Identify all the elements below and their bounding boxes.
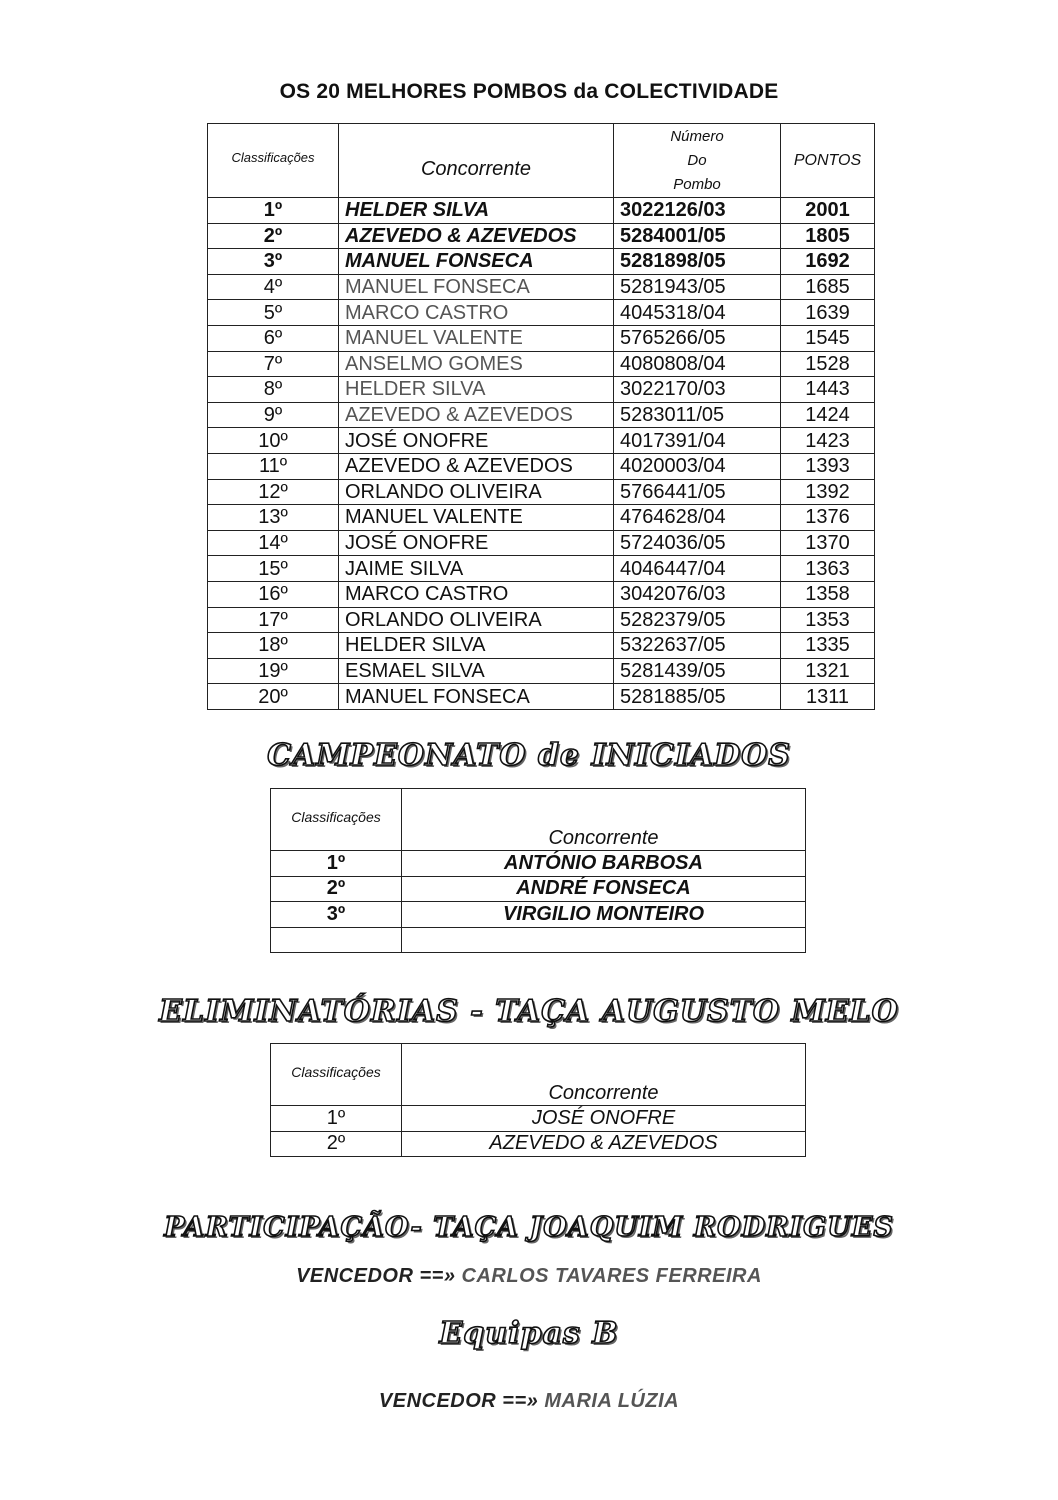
name-cell: HELDER SILVA bbox=[339, 198, 614, 224]
name-cell: MANUEL VALENTE bbox=[339, 325, 614, 351]
name-cell: JOSÉ ONOFRE bbox=[339, 530, 614, 556]
table-row bbox=[208, 274, 875, 300]
rank-cell: 9º bbox=[208, 402, 339, 428]
table-header-row bbox=[271, 789, 806, 851]
rank-cell: 7º bbox=[208, 351, 339, 377]
name-cell: MANUEL FONSECA bbox=[339, 249, 614, 275]
page-title: OS 20 MELHORES POMBOS da COLECTIVIDADE bbox=[279, 80, 779, 103]
rank-cell: 16º bbox=[208, 581, 339, 607]
pigeon-number-cell: 4020003/04 bbox=[614, 453, 781, 479]
name-cell: ESMAEL SILVA bbox=[339, 658, 614, 684]
header-number-line2: Do bbox=[687, 151, 707, 169]
name-cell: AZEVEDO & AZEVEDOS bbox=[402, 1131, 806, 1157]
points-cell: 1423 bbox=[781, 428, 875, 454]
points-cell: 1685 bbox=[781, 274, 875, 300]
table-row bbox=[208, 505, 875, 531]
rank-cell: 3º bbox=[208, 249, 339, 275]
points-cell: 1424 bbox=[781, 402, 875, 428]
name-cell: AZEVEDO & AZEVEDOS bbox=[339, 402, 614, 428]
table-row bbox=[208, 198, 875, 224]
table-row bbox=[208, 377, 875, 403]
rank-cell: 1º bbox=[271, 851, 402, 877]
points-cell: 1311 bbox=[781, 684, 875, 710]
pigeon-number-cell: 3022126/03 bbox=[614, 198, 781, 224]
points-cell: 1358 bbox=[781, 581, 875, 607]
name-cell: ORLANDO OLIVEIRA bbox=[339, 607, 614, 633]
name-cell bbox=[402, 927, 806, 953]
name-cell: JAIME SILVA bbox=[339, 556, 614, 582]
points-cell: 1805 bbox=[781, 223, 875, 249]
pigeon-number-cell: 5724036/05 bbox=[614, 530, 781, 556]
header-number-line3: Pombo bbox=[673, 175, 721, 193]
name-cell: HELDER SILVA bbox=[339, 633, 614, 659]
table-row bbox=[208, 325, 875, 351]
rank-cell: 20º bbox=[208, 684, 339, 710]
eliminatorias-table bbox=[270, 1043, 806, 1157]
table-row bbox=[208, 556, 875, 582]
rank-cell: 19º bbox=[208, 658, 339, 684]
best-pigeons-table bbox=[207, 123, 875, 710]
table-row bbox=[208, 453, 875, 479]
rank-cell: 8º bbox=[208, 377, 339, 403]
name-cell: AZEVEDO & AZEVEDOS bbox=[339, 453, 614, 479]
pigeon-number-cell: 5322637/05 bbox=[614, 633, 781, 659]
points-cell: 1443 bbox=[781, 377, 875, 403]
table-row bbox=[208, 428, 875, 454]
header-rank: Classificações bbox=[208, 124, 339, 198]
points-cell: 1335 bbox=[781, 633, 875, 659]
equipas-winner-line bbox=[0, 1390, 1058, 1413]
pigeon-number-cell: 3022170/03 bbox=[614, 377, 781, 403]
table-row bbox=[208, 633, 875, 659]
participacao-winner-label: VENCEDOR ==» bbox=[296, 1265, 456, 1287]
pigeon-number-cell: 5284001/05 bbox=[614, 223, 781, 249]
rank-cell: 6º bbox=[208, 325, 339, 351]
name-cell: MANUEL VALENTE bbox=[339, 505, 614, 531]
header-name: Concorrente bbox=[339, 124, 614, 198]
points-cell: 1393 bbox=[781, 453, 875, 479]
table-row bbox=[208, 223, 875, 249]
name-cell: MARCO CASTRO bbox=[339, 581, 614, 607]
rank-cell: 17º bbox=[208, 607, 339, 633]
rank-cell: 15º bbox=[208, 556, 339, 582]
table-row bbox=[271, 1106, 806, 1132]
points-cell: 1363 bbox=[781, 556, 875, 582]
table-row bbox=[208, 249, 875, 275]
rank-cell: 10º bbox=[208, 428, 339, 454]
participacao-heading: PARTICIPAÇÃO- TAÇA JOAQUIM RODRIGUES bbox=[164, 1212, 894, 1243]
rank-cell: 5º bbox=[208, 300, 339, 326]
rank-cell: 4º bbox=[208, 274, 339, 300]
participacao-winner-line bbox=[0, 1265, 1058, 1288]
points-cell: 1392 bbox=[781, 479, 875, 505]
eliminatorias-heading: ELIMINATÓRIAS - TAÇA AUGUSTO MELO bbox=[159, 994, 899, 1029]
equipas-heading: Equipas B bbox=[439, 1316, 619, 1351]
iniciados-header-rank: Classificações bbox=[271, 789, 402, 851]
table-row bbox=[208, 530, 875, 556]
pigeon-number-cell: 4046447/04 bbox=[614, 556, 781, 582]
table-row bbox=[208, 581, 875, 607]
name-cell: JOSÉ ONOFRE bbox=[339, 428, 614, 454]
pigeon-number-cell: 5281898/05 bbox=[614, 249, 781, 275]
name-cell: JOSÉ ONOFRE bbox=[402, 1106, 806, 1132]
points-cell: 1639 bbox=[781, 300, 875, 326]
name-cell: ANDRÉ FONSECA bbox=[402, 876, 806, 902]
name-cell: ORLANDO OLIVEIRA bbox=[339, 479, 614, 505]
pigeon-number-cell: 3042076/03 bbox=[614, 581, 781, 607]
eliminatorias-header-name: Concorrente bbox=[402, 1044, 806, 1106]
pigeon-number-cell: 5281943/05 bbox=[614, 274, 781, 300]
pigeon-number-cell: 5283011/05 bbox=[614, 402, 781, 428]
points-cell: 1353 bbox=[781, 607, 875, 633]
name-cell: ANTÓNIO BARBOSA bbox=[402, 851, 806, 877]
table-row bbox=[208, 351, 875, 377]
rank-cell: 3º bbox=[271, 902, 402, 928]
pigeon-number-cell: 4045318/04 bbox=[614, 300, 781, 326]
rank-cell: 2º bbox=[208, 223, 339, 249]
rank-cell: 12º bbox=[208, 479, 339, 505]
name-cell: ANSELMO GOMES bbox=[339, 351, 614, 377]
rank-cell: 2º bbox=[271, 1131, 402, 1157]
iniciados-header-name: Concorrente bbox=[402, 789, 806, 851]
points-cell: 1528 bbox=[781, 351, 875, 377]
iniciados-table bbox=[270, 788, 806, 953]
table-row bbox=[208, 658, 875, 684]
table-row bbox=[208, 402, 875, 428]
pigeon-number-cell: 5281439/05 bbox=[614, 658, 781, 684]
table-row bbox=[271, 851, 806, 877]
rank-cell: 13º bbox=[208, 505, 339, 531]
points-cell: 2001 bbox=[781, 198, 875, 224]
header-number-line1: Número bbox=[670, 127, 724, 145]
pigeon-number-cell: 5765266/05 bbox=[614, 325, 781, 351]
rank-cell: 1º bbox=[208, 198, 339, 224]
pigeon-number-cell: 5282379/05 bbox=[614, 607, 781, 633]
pigeon-number-cell: 4764628/04 bbox=[614, 505, 781, 531]
pigeon-number-cell: 5766441/05 bbox=[614, 479, 781, 505]
table-row bbox=[208, 300, 875, 326]
header-points: PONTOS bbox=[781, 124, 875, 198]
table-row bbox=[271, 876, 806, 902]
name-cell: AZEVEDO & AZEVEDOS bbox=[339, 223, 614, 249]
participacao-winner-name: CARLOS TAVARES FERREIRA bbox=[461, 1265, 762, 1287]
pigeon-number-cell: 5281885/05 bbox=[614, 684, 781, 710]
rank-cell: 11º bbox=[208, 453, 339, 479]
name-cell: MANUEL FONSECA bbox=[339, 274, 614, 300]
equipas-winner-label: VENCEDOR ==» bbox=[378, 1390, 539, 1412]
pigeon-number-cell: 4080808/04 bbox=[614, 351, 781, 377]
iniciados-heading: CAMPEONATO de INICIADOS bbox=[267, 738, 791, 773]
points-cell: 1370 bbox=[781, 530, 875, 556]
name-cell: MARCO CASTRO bbox=[339, 300, 614, 326]
points-cell: 1376 bbox=[781, 505, 875, 531]
table-header-row bbox=[208, 124, 875, 198]
rank-cell: 1º bbox=[271, 1106, 402, 1132]
equipas-winner-name: MARIA LÚZIA bbox=[544, 1390, 680, 1412]
eliminatorias-header-rank: Classificações bbox=[271, 1044, 402, 1106]
name-cell: HELDER SILVA bbox=[339, 377, 614, 403]
table-row bbox=[208, 684, 875, 710]
name-cell: VIRGILIO MONTEIRO bbox=[402, 902, 806, 928]
pigeon-number-cell: 4017391/04 bbox=[614, 428, 781, 454]
table-row bbox=[208, 607, 875, 633]
header-number bbox=[614, 124, 781, 198]
table-row bbox=[271, 1131, 806, 1157]
points-cell: 1545 bbox=[781, 325, 875, 351]
rank-cell: 14º bbox=[208, 530, 339, 556]
table-header-row bbox=[271, 1044, 806, 1106]
name-cell: MANUEL FONSECA bbox=[339, 684, 614, 710]
rank-cell bbox=[271, 927, 402, 953]
table-row bbox=[208, 479, 875, 505]
rank-cell: 18º bbox=[208, 633, 339, 659]
points-cell: 1321 bbox=[781, 658, 875, 684]
table-row bbox=[271, 927, 806, 953]
table-row bbox=[271, 902, 806, 928]
points-cell: 1692 bbox=[781, 249, 875, 275]
rank-cell: 2º bbox=[271, 876, 402, 902]
